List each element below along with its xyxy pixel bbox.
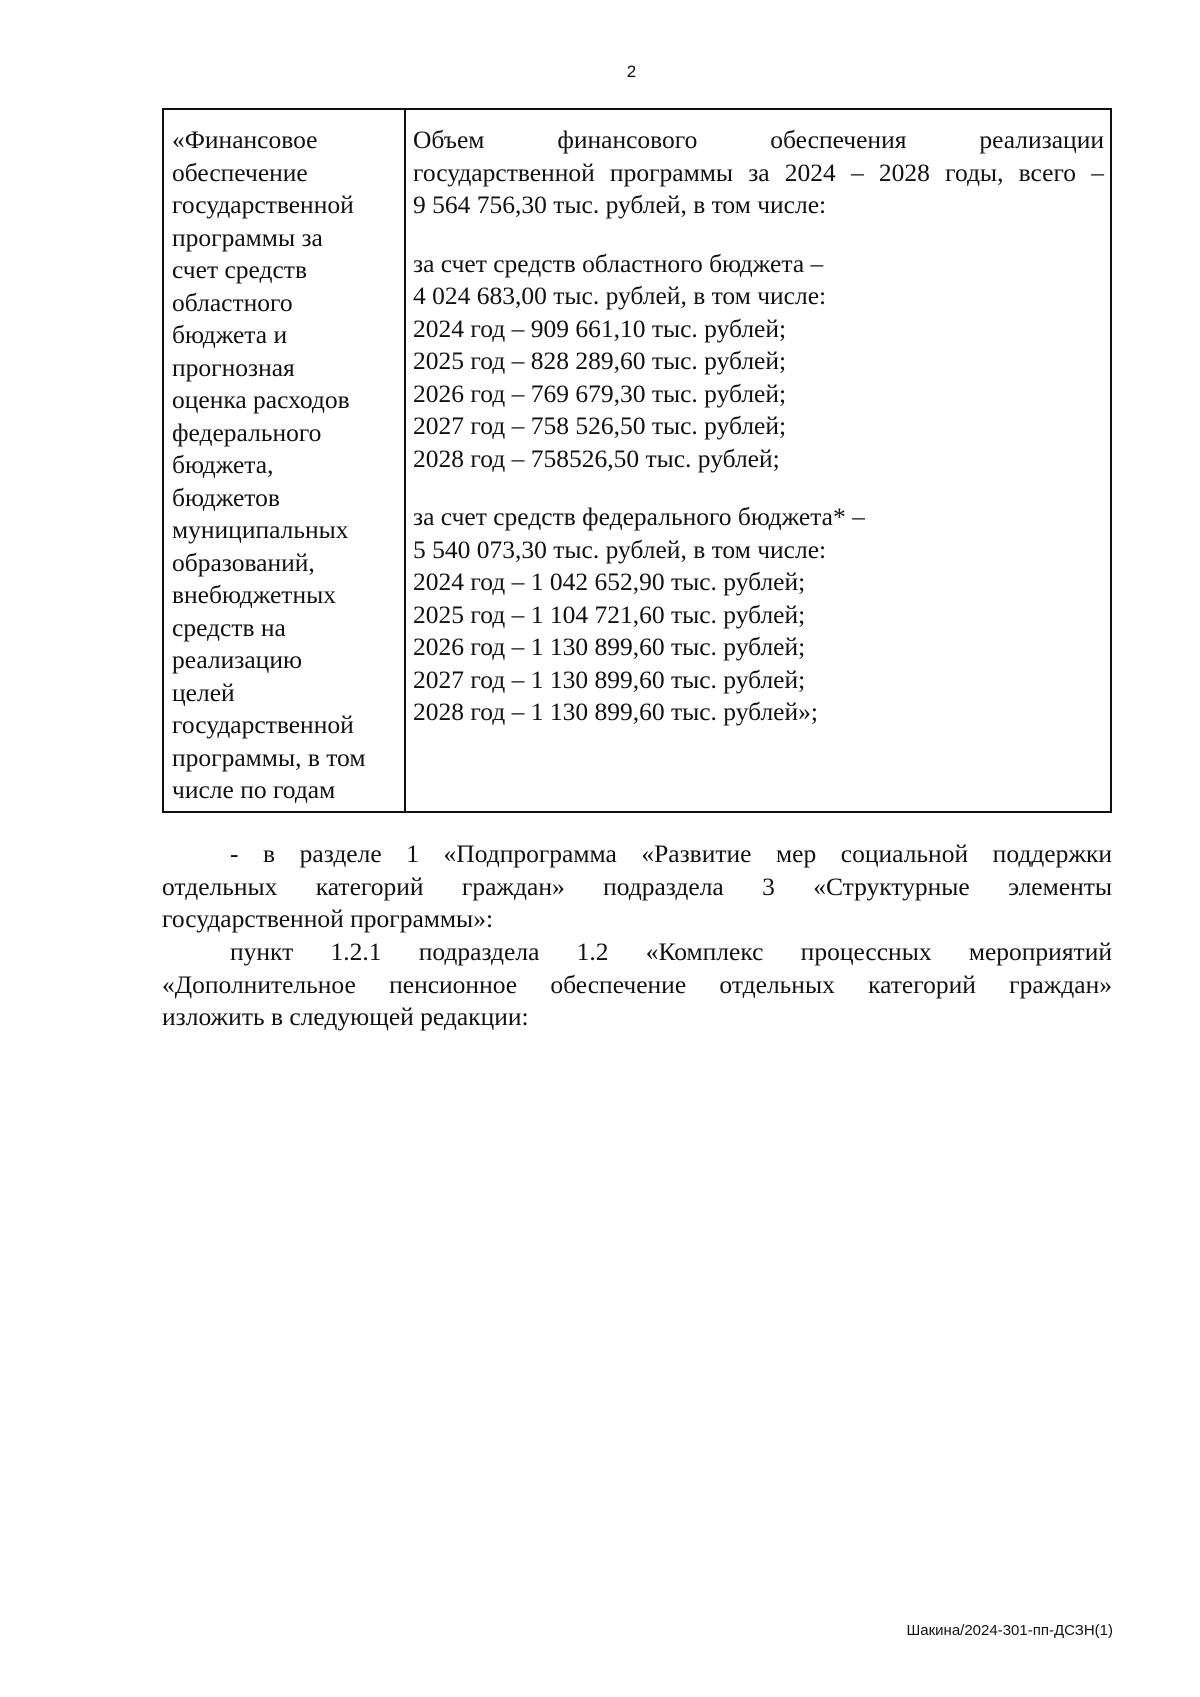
value-line: 5 540 073,30 тыс. рублей, в том числе: <box>413 534 827 564</box>
label-line: бюджета и <box>172 320 288 349</box>
paragraph-line: - в разделе 1 «Подпрограмма «Развитие мер социальной поддержки <box>230 839 1112 868</box>
paragraph-amendment <box>162 936 1112 1034</box>
label-line: бюджетов <box>172 482 280 512</box>
financing-passport-table <box>162 108 1112 813</box>
value-line: 2024 год – 1 042 652,90 тыс. рублей; <box>413 567 806 596</box>
value-line: 2027 год – 758 526,50 тыс. рублей; <box>413 411 787 440</box>
value-line: 2028 год – 758526,50 тыс. рублей; <box>413 443 780 473</box>
label-line: целей <box>172 677 235 707</box>
label-line: федерального <box>172 417 322 447</box>
paragraph-line: пункт 1.2.1 подраздела 1.2 «Комплекс процессных мероприятий <box>230 937 1112 966</box>
value-line: государственной программы за 2024 – 2028 годы, всего – <box>413 157 1104 187</box>
page-number: 2 <box>626 62 637 81</box>
label-line: программы, в том <box>172 742 366 772</box>
paragraph-line: «Дополнительное пенсионное обеспечение отдельных категорий граждан» <box>162 969 1112 999</box>
federal-budget-block <box>413 501 1104 729</box>
label-line: «Финансовое <box>172 125 318 154</box>
value-line: 2025 год – 828 289,60 тыс. рублей; <box>413 346 787 375</box>
value-line: Объем финансового обеспечения реализации <box>413 125 1104 154</box>
label-line: государственной <box>172 190 354 219</box>
document-reference-footer: Шакина/2024-301-пп-ДСЗН(1) <box>906 1622 1113 1639</box>
value-line: за счет средств федерального бюджета* – <box>413 502 865 531</box>
paragraph-line: отдельных категорий граждан» подраздела 3 «Структурные элементы <box>162 871 1112 901</box>
label-line: государственной <box>172 710 354 739</box>
value-line: 2026 год – 1 130 899,60 тыс. рублей; <box>413 632 806 661</box>
label-line: бюджета, <box>172 450 274 479</box>
label-line: обеспечение <box>172 157 308 187</box>
value-line: за счет средств областного бюджета – <box>413 248 824 278</box>
value-line: 2027 год – 1 130 899,60 тыс. рублей; <box>413 664 806 694</box>
label-line: образований, <box>172 547 315 577</box>
value-line: 2028 год – 1 130 899,60 тыс. рублей»; <box>413 697 818 726</box>
label-line: программы за <box>172 222 323 252</box>
total-financing-block <box>413 124 1104 222</box>
label-line: реализацию <box>172 645 303 674</box>
value-line: 2026 год – 769 679,30 тыс. рублей; <box>413 378 787 408</box>
value-line: 9 564 756,30 тыс. рублей, в том числе: <box>413 190 827 219</box>
value-line: 4 024 683,00 тыс. рублей, в том числе: <box>413 281 827 310</box>
value-cell <box>405 109 1111 812</box>
label-cell <box>163 109 405 812</box>
paragraph-line: государственной программы»: <box>162 904 494 933</box>
label-line: счет средств <box>172 255 307 284</box>
label-line: муниципальных <box>172 515 349 544</box>
label-line: прогнозная <box>172 352 295 382</box>
label-line: числе по годам <box>172 775 336 804</box>
label-line: оценка расходов <box>172 385 350 414</box>
table-row <box>163 109 1111 812</box>
label-line: областного <box>172 287 293 317</box>
label-line: внебюджетных <box>172 580 336 609</box>
value-line: 2025 год – 1 104 721,60 тыс. рублей; <box>413 599 806 629</box>
paragraph-line: изложить в следующей редакции: <box>162 1002 529 1031</box>
label-line: средств на <box>172 612 286 642</box>
paragraph-section-reference <box>162 838 1112 936</box>
value-line: 2024 год – 909 661,10 тыс. рублей; <box>413 313 787 343</box>
regional-budget-block <box>413 248 1104 476</box>
